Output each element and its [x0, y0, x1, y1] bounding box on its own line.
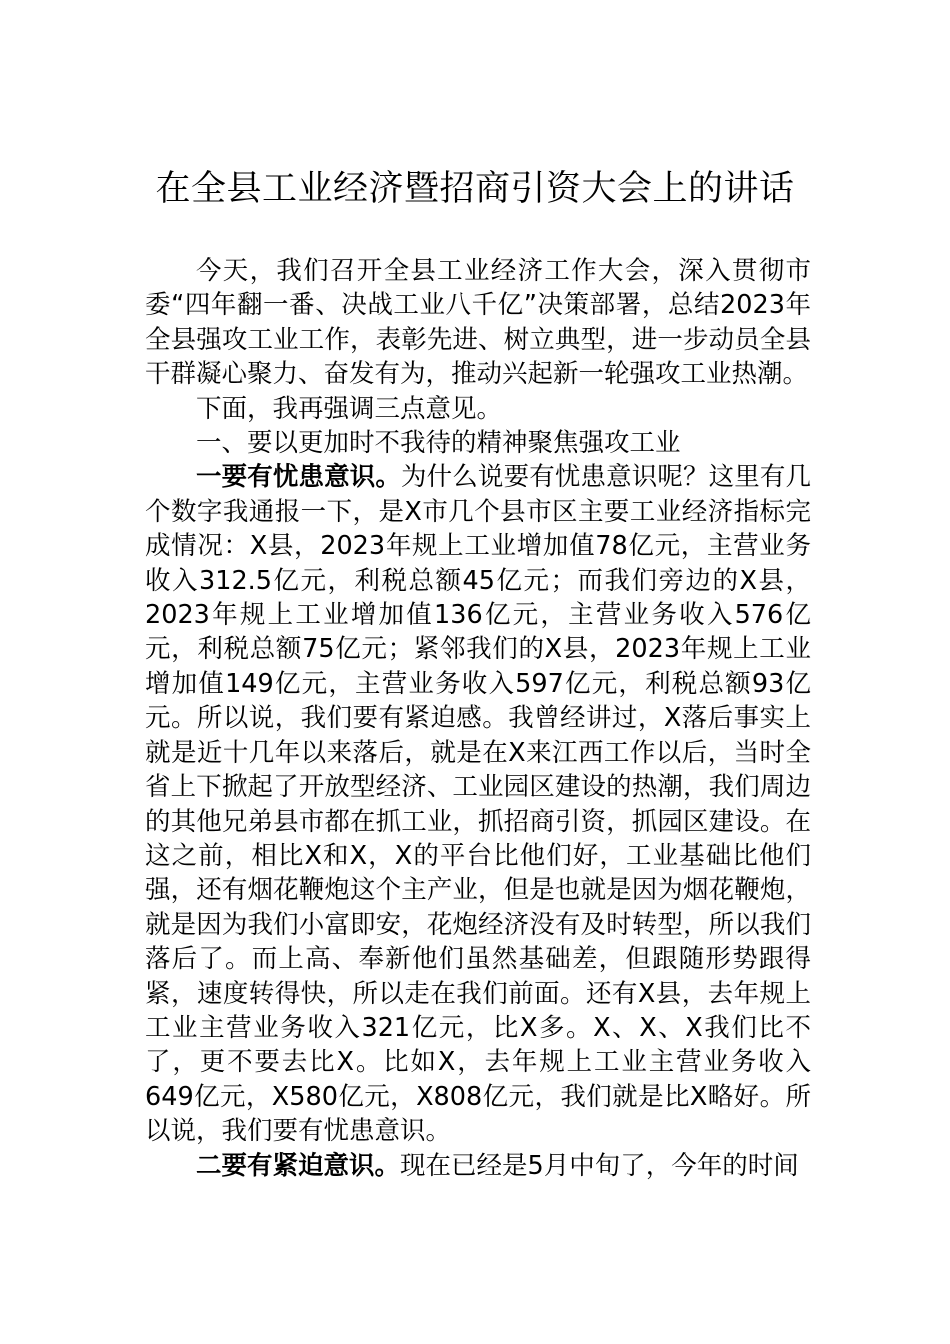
- paragraph-text: 今天，我们召开全县工业经济工作大会，深入贯彻市委“四年翻一番、决战工业八千亿”决策部署，总结2023年全县强攻工业工作，表彰先进、树立典型，进一步动员全县干群凝心聚力、奋发有为，推动兴起新一轮强攻工业热潮。: [145, 256, 811, 390]
- paragraph-point-two: [145, 1149, 811, 1183]
- section-heading-one: [145, 426, 811, 460]
- document-title: 在全县工业经济暨招商引资大会上的讲话: [155, 169, 795, 209]
- paragraph-text: 现在已经是5月中旬了，今年的时间: [400, 1150, 799, 1181]
- section-heading-text: 一、要以更加时不我待的精神聚焦强攻工业: [196, 428, 681, 459]
- paragraph-text: 下面，我再强调三点意见。: [196, 393, 503, 424]
- document-body: [145, 254, 811, 1183]
- paragraph-intro: [145, 254, 811, 392]
- point-lead: 一要有忧患意识。: [196, 462, 402, 493]
- point-lead: 二要有紧迫意识。: [196, 1150, 401, 1181]
- paragraph-transition: [145, 392, 811, 426]
- paragraph-text: 为什么说要有忧患意识呢？这里有几个数字我通报一下，是X市几个县市区主要工业经济指标完成情况：X县，2023年规上工业增加值78亿元，主营业务收入312.5亿元，利税总额45亿元；而我们旁边的X县，2023年规上工业增加值136亿元，主营业务收入576亿元，利税总额75亿元；紧邻我们的X县，2023年规上工业增加值149亿元，主营业务收入597亿元，利税总额93亿元。所以说，我们要有紧迫感。我曾经讲过，X落后事实上就是近十几年以来落后，就是在X来江西工作以后，当时全省上下掀起了开放型经济、工业园区建设的热潮，我们周边的其他兄弟县市都在抓工业，抓招商引资，抓园区建设。在这之前，相比X和X，X的平台比他们好，工业基础比他们强，还有烟花鞭炮这个主产业，但是也就是因为烟花鞭炮，就是因为我们小富即安，花炮经济没有及时转型，所以我们落后了。而上高、奉新他们虽然基础差，但跟随形势跟得紧，速度转得快，所以走在我们前面。还有X县，去年规上工业主营业务收入321亿元，比X多。X、X、X我们比不了，更不要去比X。比如X，去年规上工业主营业务收入649亿元，X580亿元，X808亿元，我们就是比X略好。所以说，我们要有忧患意识。: [145, 462, 811, 1147]
- paragraph-point-one: [145, 460, 811, 1148]
